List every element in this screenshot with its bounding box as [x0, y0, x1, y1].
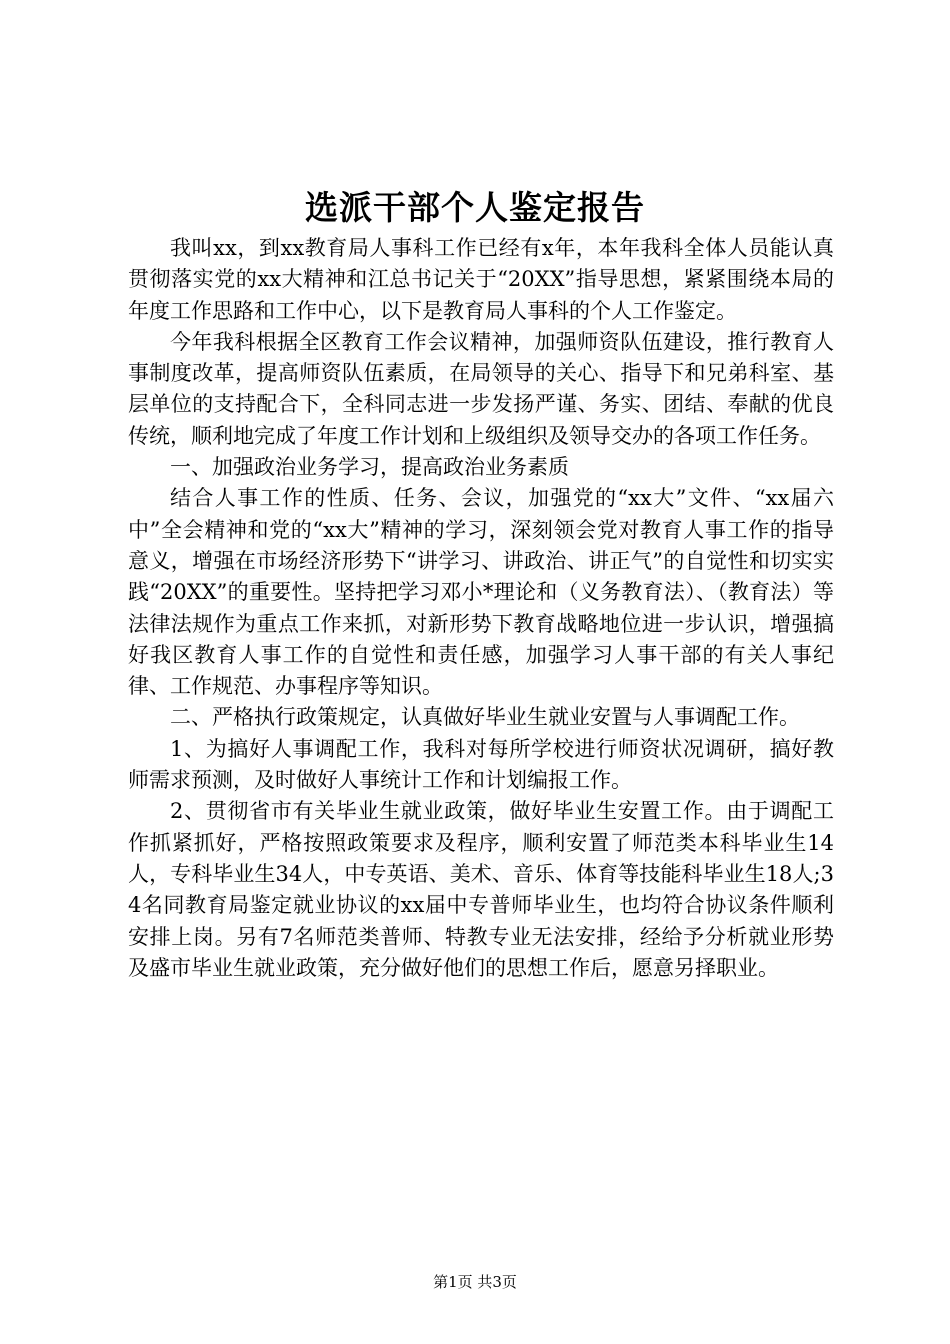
page-footer: 第1页 共3页 — [433, 1273, 517, 1291]
paragraph-intro: 我叫xx，到xx教育局人事科工作已经有x年，本年我科全体人员能认真贯彻落实党的xx大精神和江总书记关于“20XX”指导思想，紧紧围绕本局的年度工作思路和工作中心，以下是教育局人事科的个人工作鉴定。 — [128, 236, 834, 323]
section-heading-1: 一、加强政治业务学习，提高政治业务素质 — [170, 455, 569, 480]
document-body — [128, 233, 834, 984]
paragraph-summary: 今年我科根据全区教育工作会议精神，加强师资队伍建设，推行教育人事制度改革，提高师资队伍素质，在局领导的关心、指导下和兄弟科室、基层单位的支持配合下，全科同志进一步发扬严谨、务实、团结、奉献的优良传统，顺利地完成了年度工作计划和上级组织及领导交办的各项工作任务。 — [128, 329, 834, 448]
document-title: 选派干部个人鉴定报告 — [305, 188, 645, 227]
paragraph-item-2: 2、贯彻省市有关毕业生就业政策，做好毕业生安置工作。由于调配工作抓紧抓好，严格按照政策要求及程序，顺利安置了师范类本科毕业生14人，专科毕业生34人，中专英语、美术、音乐、体育等技能科毕业生18人;34名同教育局鉴定就业协议的xx届中专普师毕业生，也均符合协议条件顺利安排上岗。另有7名师范类普师、特教专业无法安排，经给予分析就业形势及盛市毕业生就业政策，充分做好他们的思想工作后，愿意另择职业。 — [128, 799, 834, 980]
paragraph-item-1: 1、为搞好人事调配工作，我科对每所学校进行师资状况调研，搞好教师需求预测，及时做好人事统计工作和计划编报工作。 — [128, 736, 834, 793]
section-heading-2: 二、严格执行政策规定，认真做好毕业生就业安置与人事调配工作。 — [170, 705, 800, 730]
paragraph-section-1: 结合人事工作的性质、任务、会议，加强党的“xx大”文件、“xx届六中”全会精神和党的“xx大”精神的学习，深刻领会党对教育人事工作的指导意义，增强在市场经济形势下“讲学习、讲政治、讲正气”的自觉性和切实实践“20XX”的重要性。坚持把学习邓小*理论和（义务教育法）、（教育法）等法律法规作为重点工作来抓，对新形势下教育战略地位进一步认识，增强搞好我区教育人事工作的自觉性和责任感，加强学习人事干部的有关人事纪律、工作规范、办事程序等知识。 — [128, 486, 834, 699]
